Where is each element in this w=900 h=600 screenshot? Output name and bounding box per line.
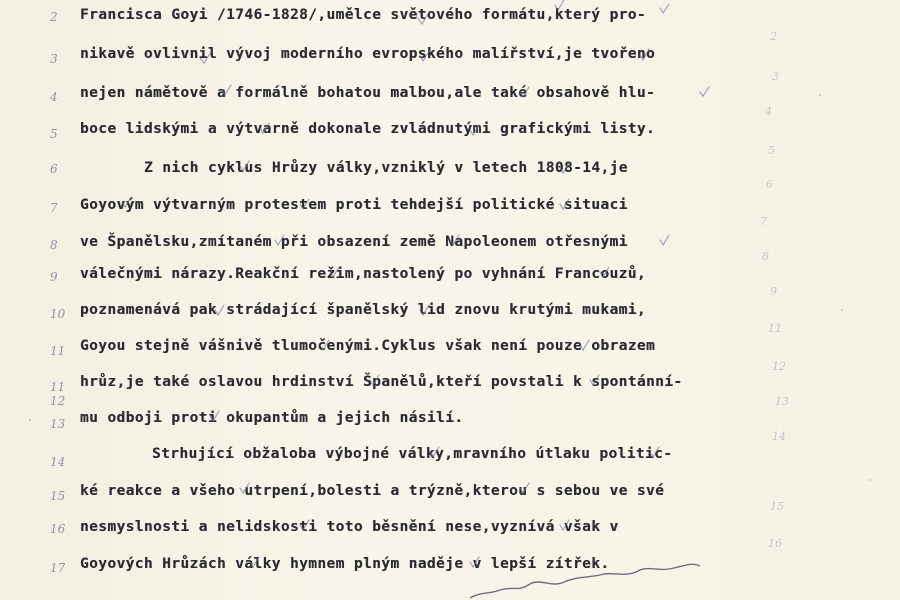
- right-margin-number: 6: [766, 178, 773, 191]
- right-margin-number: 2: [770, 30, 777, 43]
- text-line: boce lidskými a výtvarně dokonale zvládnutými grafickými listy.: [80, 121, 656, 137]
- right-margin-number: 4: [765, 105, 772, 118]
- text-line: nesmyslnosti a nelidskosti toto běsnění nese,vyznívá však v: [80, 519, 619, 535]
- margin-line-number: 14: [50, 455, 66, 469]
- text-line: nejen námětově a formálně bohatou malbou,ale také obsahově hlu-: [80, 85, 656, 101]
- text-line: Goyou stejně vášnivě tlumočenými.Cyklus však není pouze obrazem: [80, 338, 656, 354]
- text-line: Z nich cyklus Hrůzy války,vzniklý v letech 1808-14,je: [144, 160, 628, 176]
- margin-line-number: 5: [50, 127, 58, 141]
- right-margin-number: 8: [762, 250, 769, 263]
- margin-line-number: 12: [50, 394, 66, 408]
- text-line: ké reakce a všeho utrpení,bolesti a trýzně,kterou s sebou ve své: [80, 483, 665, 499]
- text-line: nikavě ovlivnil vývoj moderního evropského malířství,je tvořeno: [80, 46, 656, 62]
- right-margin-number: 9: [770, 285, 777, 298]
- margin-line-number: 9: [50, 270, 58, 284]
- text-line: Goyovým výtvarným protestem proti tehdejší politické situaci: [80, 197, 628, 213]
- margin-line-number: 2: [50, 10, 58, 24]
- right-margin-number: 13: [775, 395, 789, 408]
- text-line: mu odboji proti okupantům a jejich násilí.: [80, 410, 464, 426]
- margin-line-number: 13: [50, 417, 66, 431]
- right-margin-number: 14: [772, 430, 786, 443]
- text-line: ve Španělsku,zmítaném při obsazení země Napoleonem otřesnými: [80, 234, 628, 250]
- text-line: Francisca Goyi /1746-1828/,umělce světového formátu,který pro-: [80, 7, 647, 23]
- right-margin-number: 15: [770, 500, 784, 513]
- margin-line-number: 10: [50, 307, 66, 321]
- margin-line-number: 11: [50, 344, 66, 358]
- text-line: poznamenává pak strádající španělský lid znovu krutými mukami,: [80, 302, 647, 318]
- margin-line-number: 11: [50, 380, 66, 394]
- right-margin-number: 3: [772, 70, 779, 83]
- text-line: Strhující obžaloba výbojné války,mravního útlaku politic-: [152, 446, 673, 462]
- right-margin-number: 5: [768, 144, 775, 157]
- margin-line-number: 8: [50, 238, 58, 252]
- margin-line-number: 6: [50, 162, 58, 176]
- margin-line-number: 4: [50, 90, 58, 104]
- margin-line-number: 7: [50, 201, 58, 215]
- margin-line-number: 17: [50, 561, 66, 575]
- margin-line-number: 15: [50, 489, 66, 503]
- text-line: válečnými nárazy.Reakční režim,nastolený po vyhnání Francouzů,: [80, 266, 647, 282]
- margin-line-number: 3: [50, 52, 58, 66]
- margin-line-number: 16: [50, 522, 66, 536]
- right-margin-number: 7: [760, 215, 767, 228]
- text-line: Goyových Hrůzách války hymnem plným naděje v lepší zítřek.: [80, 556, 610, 572]
- right-margin-number: 16: [768, 537, 782, 550]
- right-margin-number: 12: [772, 360, 786, 373]
- text-line: hrůz,je také oslavou hrdinství Španělů,kteří povstali k spontánní-: [80, 374, 683, 390]
- right-margin-number: 11: [768, 322, 782, 335]
